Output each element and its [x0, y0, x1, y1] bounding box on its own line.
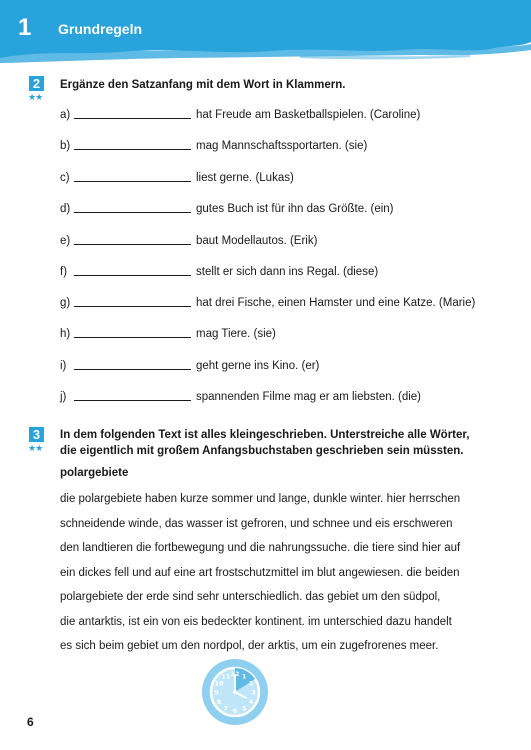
exercise-text: geht gerne ins Kino. (er): [196, 360, 320, 372]
exercise-letter: c): [60, 172, 70, 184]
page-number: 6: [27, 715, 34, 729]
exercise-item: [60, 170, 500, 186]
exercise-letter: i): [60, 360, 67, 372]
exercise-item: [60, 295, 500, 311]
difficulty-stars-icon: ★★: [28, 443, 43, 453]
fill-in-blank[interactable]: [74, 275, 191, 276]
fill-in-blank[interactable]: [74, 400, 191, 401]
fill-in-blank[interactable]: [74, 181, 191, 182]
text-line[interactable]: ein dickes fell und auf eine art frostschutzmittel im blut angewiesen. die beiden: [60, 566, 460, 579]
exercise-text: stellt er sich dann ins Regal. (diese): [196, 266, 379, 278]
exercise-item: [60, 138, 500, 154]
exercise-text: mag Mannschaftssportarten. (sie): [196, 140, 368, 152]
task-instruction-line: die eigentlich mit großem Anfangsbuchstaben geschrieben sein müssten.: [60, 445, 464, 457]
task-number-badge: 2: [29, 76, 44, 91]
timer-clock-icon: [201, 658, 269, 726]
text-line[interactable]: polargebiete der erde sind sehr unterschiedlich. das gebiet um den südpol,: [60, 591, 441, 603]
exercise-letter: d): [60, 203, 71, 215]
fill-in-blank[interactable]: [74, 306, 191, 307]
exercise-item: [60, 107, 500, 123]
exercise-item: [60, 358, 500, 374]
reading-text: [60, 487, 480, 659]
text-title: polargebiete: [60, 467, 129, 479]
clock-numeral: 6: [232, 707, 238, 715]
text-line[interactable]: die antarktis, ist ein von eis bedeckter kontinent. im unterschied dazu handelt: [60, 615, 452, 628]
clock-face: [201, 658, 269, 726]
clock-numeral: 5: [241, 704, 247, 713]
fill-in-blank[interactable]: [74, 118, 191, 119]
exercise-letter: h): [60, 328, 71, 340]
clock-numeral: 1: [241, 672, 247, 681]
clock-numeral: 3: [251, 688, 256, 697]
clock-numeral: 11: [221, 672, 231, 681]
exercise-letter: e): [60, 235, 71, 247]
exercise-item: [60, 326, 500, 342]
clock-center: [233, 690, 237, 694]
clock-numeral: 2: [248, 679, 254, 688]
chapter-number: 1: [18, 14, 32, 41]
clock-numeral: 8: [216, 697, 222, 706]
clock-numeral: 9: [214, 688, 219, 697]
fill-in-blank[interactable]: [74, 149, 191, 150]
exercise-text: liest gerne. (Lukas): [196, 172, 294, 184]
clock-numeral: 10: [214, 679, 224, 688]
exercise-text: baut Modellautos. (Erik): [196, 235, 318, 247]
exercise-letter: b): [60, 140, 71, 152]
fill-in-blank[interactable]: [74, 212, 191, 213]
chapter-title: Grundregeln: [58, 21, 143, 37]
difficulty-stars-icon: ★★: [28, 92, 43, 102]
text-line[interactable]: den landtieren die fortbewegung und die nahrungssuche. die tiere sind hier auf: [60, 542, 461, 554]
fill-in-blank[interactable]: [74, 369, 191, 370]
exercise-item: [60, 201, 500, 217]
exercise-text: spannenden Filme mag er am liebsten. (die): [196, 391, 422, 403]
task-instruction-line: In dem folgenden Text ist alles kleingeschrieben. Unterstreiche alle Wörter,: [60, 429, 470, 441]
task-instruction: Ergänze den Satzanfang mit dem Wort in Klammern.: [60, 79, 346, 91]
exercise-item: [60, 264, 500, 280]
fill-in-blank[interactable]: [74, 244, 191, 245]
text-line[interactable]: es sich beim gebiet um den nordpol, der arktis, um ein zugefrorenes meer.: [60, 640, 439, 652]
exercise-letter: a): [60, 109, 71, 121]
clock-numeral: 12: [230, 670, 240, 678]
fill-in-blank[interactable]: [74, 337, 191, 338]
exercise-text: hat drei Fische, einen Hamster und eine Katze. (Marie): [196, 297, 476, 309]
exercise-text: hat Freude am Basketballspielen. (Caroline): [196, 109, 421, 121]
exercise-letter: g): [60, 297, 71, 309]
clock-numeral: 7: [223, 704, 229, 713]
exercise-text: mag Tiere. (sie): [196, 328, 276, 340]
exercise-letter: j): [60, 391, 67, 403]
exercise-letter: f): [60, 266, 68, 278]
text-line[interactable]: die polargebiete haben kurze sommer und lange, dunkle winter. hier herrschen: [60, 493, 461, 505]
clock-numeral: 4: [248, 697, 254, 706]
text-line[interactable]: schneidende winde, das wasser ist gefroren, und schnee und eis erschweren: [60, 517, 453, 530]
exercise-item: [60, 233, 500, 249]
task-number-badge: 3: [29, 427, 44, 442]
task-instruction: [60, 427, 469, 459]
exercise-item: [60, 389, 500, 405]
exercise-text: gutes Buch ist für ihn das Größte. (ein): [196, 203, 394, 215]
